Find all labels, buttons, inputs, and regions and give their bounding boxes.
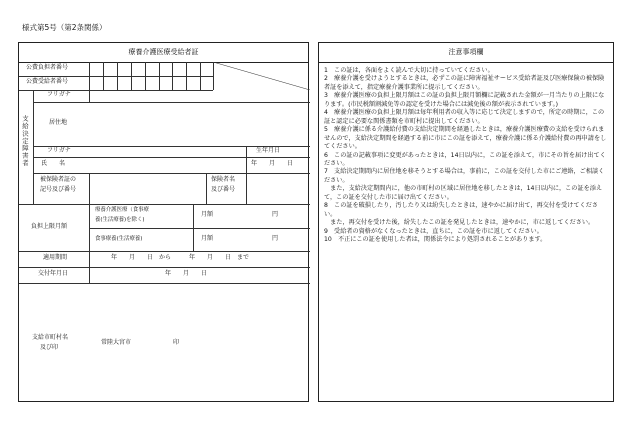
grid-line [200,62,201,90]
note-item: また，再交付を受けた後，紛失したこの証を発見したときは，速やかに，市に返してください。 [324,219,595,227]
grid-line [89,90,90,102]
grid-line [89,204,90,283]
seal-mark: 印 [173,339,180,346]
insured-card-label-line2: 記号及び番号 [40,186,77,193]
note-item: 4 療養介護医療の負担上限月額は毎年利用者の収入等に応じて決定しますので，所定の時期に，この証と認定に必要な関係書類を市町村に提出してください。 [324,109,605,125]
grid-line [33,90,34,204]
grid-line [19,283,310,284]
grid-line [33,102,310,103]
birthdate-label: 生年月日 [256,147,281,154]
address-label: 居住地 [49,119,68,126]
note-item: 6 この証の記載事項に変更があったときは，14日以内に，この証を添えて，市にその旨を届け出てください。 [324,151,606,167]
municipality-label-line1: 支給市町村名 [32,334,69,341]
yen-unit-2: 円 [272,235,279,242]
note-item: 10 不正にこの証を使用した者は，関係法令により処罰されることがあります。 [324,236,547,244]
issue-date-value: 年 月 日 [165,270,208,277]
grid-line [193,204,194,251]
note-item: 5 療養介護に係る介護給付費の支給決定期間を経過したときは，療養介護医療費の支給を受けられませんので，支給決定期間を経過する前に市にこの証を添えて，療養介護に係る介護給付費の再申請をしてください。 [324,126,607,151]
grid-line [33,157,310,158]
recipient-number-label: 公費受給者番号 [26,78,69,85]
furigana-label: フリガナ [47,91,71,98]
grid-line [246,173,247,204]
birthdate-value: 年 月 日 [251,160,294,167]
void-diagonal-line [213,62,310,90]
notes-panel [318,42,614,402]
grid-line [103,62,104,90]
notes-title: 注意事項欄 [319,43,613,63]
applicable-period-label: 適用期間 [43,254,68,261]
grid-line [19,76,213,77]
insured-card-label-line1: 被保険者証の [40,176,77,183]
medical-care-excl-meal-line2: 養(生活療養)を除く) [95,217,145,223]
municipality-name: 常陸大宮市 [101,339,132,346]
grid-line [33,173,310,174]
grid-line [186,62,187,90]
furigana-label-2: フリガナ [47,147,71,154]
applicable-period-value: 年 月 日 から 年 月 日 まで [111,254,250,261]
beneficiary-side-label: 支給決定障害者 [21,115,29,167]
medical-care-excl-meal-line1: 療養介護医療（食事療 [95,207,149,213]
note-item: 1 この証は，各面をよく読んで大切に持っていてください。 [324,67,494,74]
grid-line [19,267,310,268]
certificate-title: 療養介護医療受給者証 [19,43,308,63]
note-item: 7 支給決定期間内に居住地を移そうとする場合は，事前に，この証を交付した市にご連絡，ご相談ください。 [324,168,605,184]
grid-line [89,228,310,229]
meal-care-label: 食事療養(生活療養) [95,236,143,242]
grid-line [19,251,310,252]
grid-line [206,173,207,204]
monthly-limit-label: 負担上限月額 [31,223,68,230]
monthly-amount-label: 月額 [201,211,214,218]
grid-line [117,62,118,90]
insurer-label-line1: 保険者名 [211,176,236,183]
note-item: 2 療養介護を受けようとするときは，必ずこの証に障害福祉サービス受給者証及び医療保険の被保険者証を添えて，指定療養介護事業所に提示してください。 [324,75,605,91]
insurer-label-line2: 及び番号 [211,186,236,193]
monthly-amount-label-2: 月額 [201,235,214,242]
note-item: 3 療養介護医療の負担上限月額はこの証の負担上限月額欄に記載された金額が一月当たりの上限になります。(市民税額割減免等の認定を受けた場合には減免後の額が表示されています。) [324,92,605,108]
grid-line [19,204,310,205]
note-item: 9 受給者の資格がなくなったときは，直ちに，この証を市に返してください。 [324,227,543,235]
notes-list [324,67,609,245]
yen-unit: 円 [272,211,279,218]
certificate-panel [18,42,309,402]
grid-line [89,62,90,90]
grid-line [172,62,173,90]
form-number-label: 様式第5号（第2条関係） [22,23,107,32]
grid-line [145,62,146,90]
grid-line [89,173,90,204]
payer-number-label: 公費負担者番号 [26,64,69,71]
issue-date-label: 交付年月日 [38,270,69,277]
name-label: 氏 名 [41,160,66,167]
note-item: 8 この証を破損したり，汚したり又は紛失したときは，速やかに届け出て，再交付を受けてください。 [324,202,598,218]
grid-line [159,62,160,90]
note-item: また，支給決定期間内に，他の市町村の区域に居住地を移したときは，14日以内に，この証を添えて，この証を交付した市に届け出てください。 [324,185,603,201]
grid-line [246,146,247,173]
municipality-label-line2: 及び印 [40,344,59,351]
grid-line [131,62,132,90]
